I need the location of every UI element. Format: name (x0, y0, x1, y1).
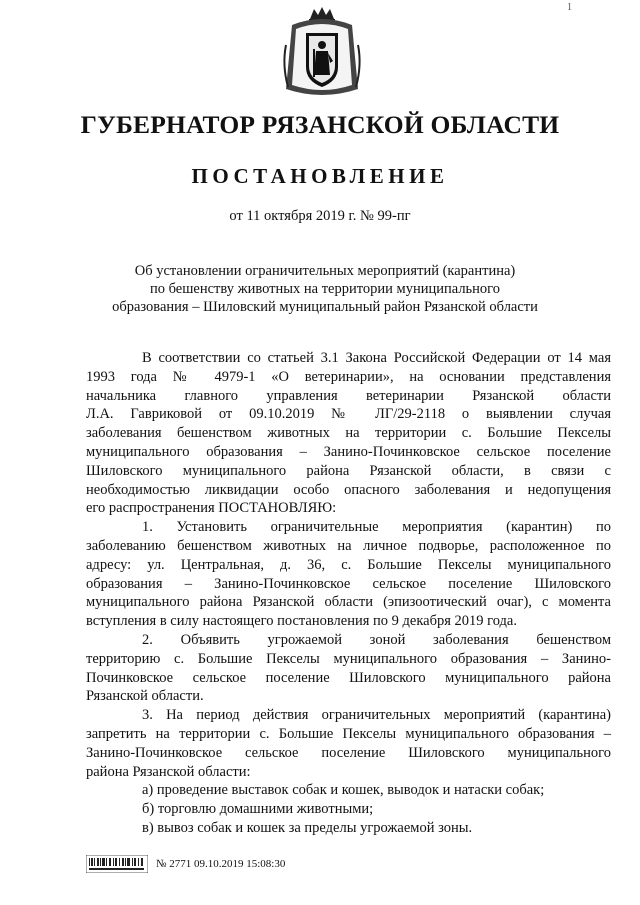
subject-line: Об установлении ограничительных мероприятий (карантина) (134, 263, 516, 279)
registration-footer (86, 855, 285, 873)
body-line: б) торговлю домашними животными; (142, 801, 374, 818)
barcode-stamp-icon (86, 855, 148, 873)
body-line: запретить на территории с. Большие Пекселы муниципального образования – (86, 725, 611, 742)
body-line: района Рязанской области: (86, 763, 251, 780)
document-body (86, 349, 611, 838)
page-mark: 1 (567, 2, 572, 13)
document-subject (110, 262, 540, 316)
body-line: 1. Установить ограничительные мероприятия (карантин) по (142, 519, 611, 536)
body-line: необходимостью ликвидации особо опасного заболевания и недопущения (86, 481, 611, 498)
body-line: его распространения ПОСТАНОВЛЯЮ: (86, 500, 337, 517)
body-line: Починковское сельское поселение Шиловского муниципального района (86, 669, 611, 686)
body-line: Л.А. Гавриковой от 09.10.2019 № ЛГ/29-2118 о выявлении случая (86, 406, 611, 423)
body-line: Шиловского муниципального района Рязанской области, в связи с (86, 462, 611, 479)
issuer-title: ГУБЕРНАТОР РЯЗАНСКОЙ ОБЛАСТИ (80, 110, 560, 139)
document-type: ПОСТАНОВЛЕНИЕ (191, 164, 449, 188)
body-line: муниципального образования – Занино-Починковское сельское поселение (86, 443, 611, 460)
body-line: начальника главного управления ветеринарии Рязанской области (86, 387, 611, 404)
body-line: вступления в силу настоящего постановления по 9 декабря 2019 года. (86, 613, 517, 630)
registration-number: № 2771 09.10.2019 15:08:30 (156, 858, 286, 870)
body-line: Занино-Починковское сельское поселение Шиловского муниципального (86, 744, 611, 761)
coat-of-arms-icon (280, 5, 364, 101)
body-line: а) проведение выставок собак и кошек, выводок и натаски собак; (142, 782, 545, 799)
body-line: в) вывоз собак и кошек за пределы угрожаемой зоны. (142, 819, 473, 836)
body-line: образования – Занино-Починковское сельское поселение Шиловского (86, 575, 611, 592)
document-date-number: от 11 октября 2019 г. № 99-пг (229, 208, 411, 224)
subject-line: по бешенству животных на территории муниципального (149, 281, 501, 297)
body-line: Рязанской области. (86, 688, 204, 705)
body-line: 2. Объявить угрожаемой зоной заболевания бешенством (142, 631, 611, 648)
body-line: территорию с. Большие Пекселы муниципального образования – Занино- (86, 650, 611, 667)
body-line: 1993 года № 4979-1 «О ветеринарии», на основании представления (86, 368, 611, 385)
body-line: адресу: ул. Центральная, д. 36, с. Большие Пекселы муниципального (86, 556, 611, 573)
subject-line: образования – Шиловский муниципальный район Рязанской области (112, 299, 538, 315)
body-line: заболеванию бешенством животных на личное подворье, расположенное по (86, 537, 611, 554)
body-line: заболевания бешенством животных на территории с. Большие Пекселы (86, 425, 611, 442)
body-line: муниципального района Рязанской области (эпизоотический очаг), с момента (86, 594, 611, 611)
body-line: В соответствии со статьей 3.1 Закона Российской Федерации от 14 мая (142, 350, 611, 366)
body-line: 3. На период действия ограничительных мероприятий (карантина) (142, 707, 611, 724)
